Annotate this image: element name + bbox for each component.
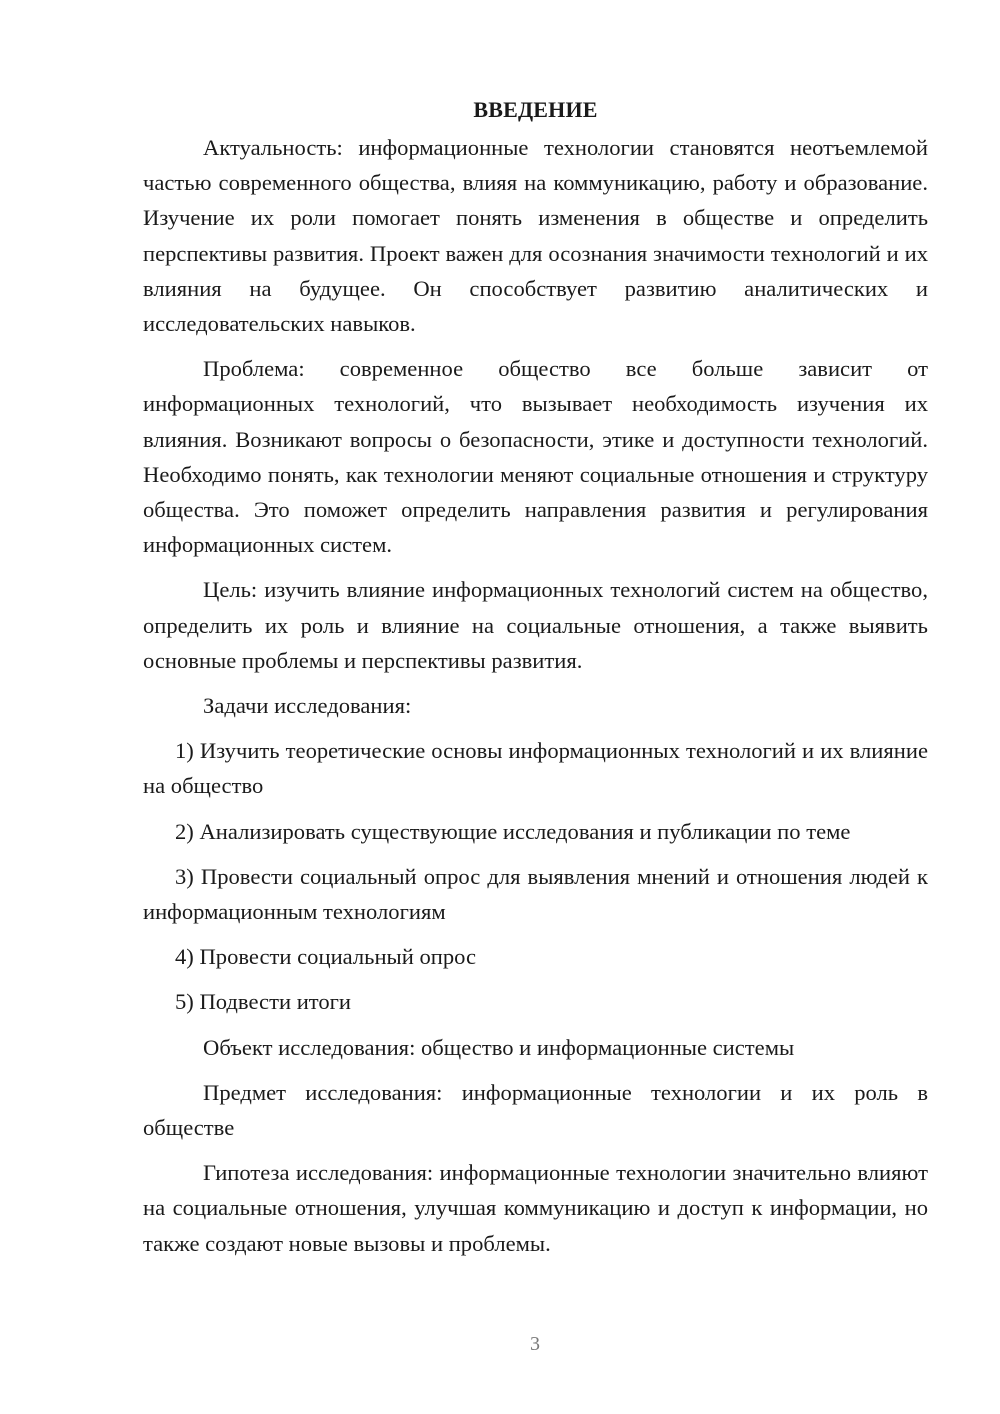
object-paragraph: Объект исследования: общество и информационные системы (203, 1034, 795, 1060)
problem-paragraph: Проблема: современное общество все больше зависит от информационных технологий, что вызывает необходимость изучения их влияния. Возникают вопросы о безопасности, этике и доступности технологий. Необходимо понять, как технологии меняют социальные отношения и структуру общества. Это поможет определить направления развития и регулирования информационных систем. (143, 356, 928, 558)
document-page (143, 92, 928, 1271)
page-number: 3 (530, 1333, 540, 1355)
page-title: ВВЕДЕНИЕ (473, 97, 598, 122)
goal-paragraph: Цель: изучить влияние информационных технологий систем на общество, определить их роль и влияние на социальные отношения, а также выявить основные проблемы и перспективы развития. (143, 577, 928, 673)
hypothesis-paragraph: Гипотеза исследования: информационные технологии значительно влияют на социальные отношения, улучшая коммуникацию и доступ к информации, но также создают новые вызовы и проблемы. (143, 1160, 928, 1256)
task-item-4: 4) Провести социальный опрос (175, 944, 477, 970)
task-item-1: 1) Изучить теоретические основы информационных технологий и их влияние на общество (143, 738, 928, 799)
task-item-3: 3) Провести социальный опрос для выявления мнений и отношения людей к информационным технологиям (143, 863, 928, 925)
task-item-2: 2) Анализировать существующие исследования и публикации по теме (175, 818, 851, 844)
relevance-paragraph: Актуальность: информационные технологии становятся неотъемлемой частью современного общества, влияя на коммуникацию, работу и образование. Изучение их роли помогает понять изменения в обществе и определить перспективы развития. Проект важен для осознания значимости технологий и их влияния на будущее. Он способствует развитию аналитических и исследовательских навыков. (143, 135, 928, 337)
subject-paragraph: Предмет исследования: информационные технологии и их роль в обществе (143, 1079, 928, 1141)
task-item-5: 5) Подвести итоги (175, 989, 352, 1015)
tasks-heading: Задачи исследования: (203, 693, 412, 719)
